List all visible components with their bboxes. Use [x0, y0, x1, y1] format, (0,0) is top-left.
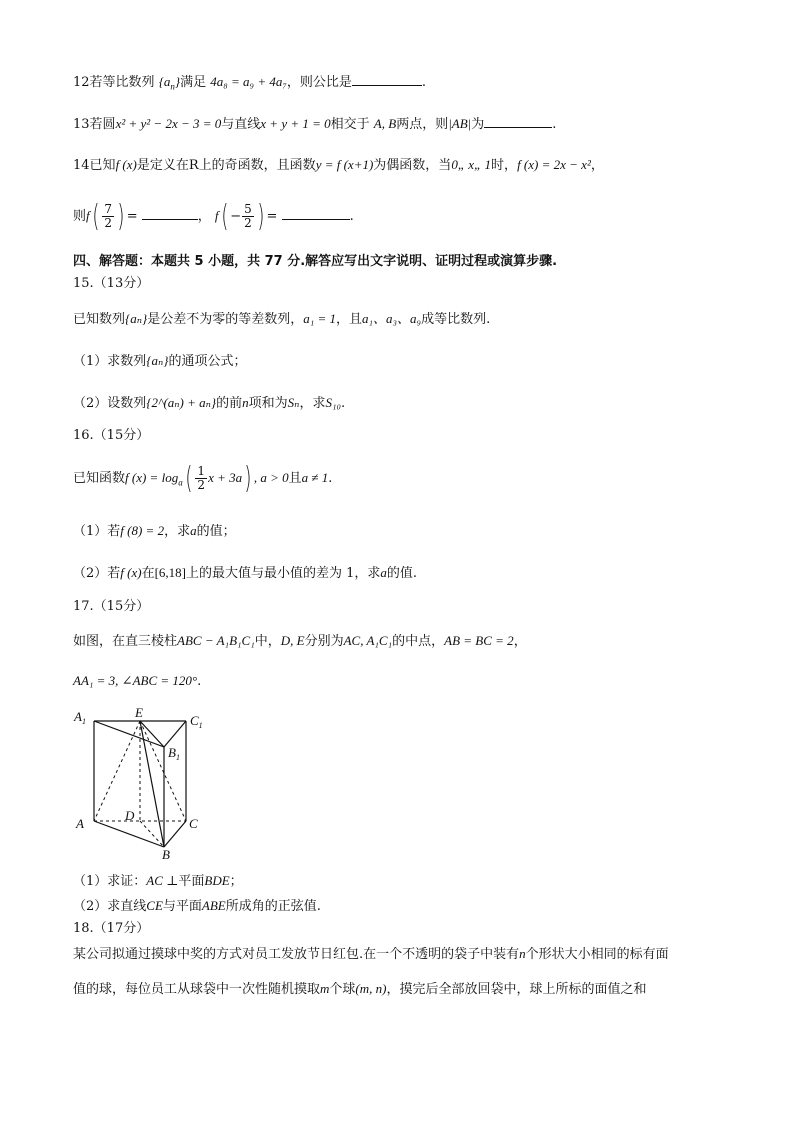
question-14-line2: 则f( $\frac{7}{2}$ ) = ， f( − $\frac{5}{2}$ ) = .: [73, 198, 354, 234]
question-15-head: 15.（13分）: [73, 276, 150, 291]
question-18-line2: 值的球，每位员工从球袋中一次性随机摸取m个球(m, n)，摸完后全部放回袋中，球上所标的面值之和: [73, 981, 647, 997]
label-A: A: [76, 816, 84, 831]
question-16-part1: （1）若f (8) = 2，求a的值；: [73, 523, 236, 539]
label-B1: $B_1$: [168, 745, 180, 762]
question-12: 12若等比数列 $\{a_n\}$满足 4a₈ = a₉ + 4a₇，则公比是 .: [73, 74, 427, 92]
answer-blank: [142, 206, 198, 220]
label-B: B: [162, 847, 170, 862]
question-17-head: 17.（15分）: [73, 599, 150, 614]
label-C1: $C_1$: [190, 713, 203, 730]
question-16-part2: （2）若f (x)在[6,18]上的最大值与最小值的差为 1，求a的值.: [73, 565, 418, 581]
question-16-head: 16.（15分）: [73, 428, 150, 443]
question-17-stem-2: AA₁ = 3, ∠ABC = 120°.: [73, 673, 202, 689]
answer-blank: [484, 114, 552, 128]
prism-figure: [72, 707, 222, 862]
question-18-line1: 某公司拟通过摸球中奖的方式对员工发放节日红包.在一个不透明的袋子中装有n个形状大小相同的标有面: [73, 946, 669, 962]
section-heading: 四、解答题：本题共 5 小题，共 77 分.解答应写出文字说明、证明过程或演算步骤.: [73, 254, 558, 269]
question-16-stem: 已知函数f $(x) = \log_a$( $\frac{1}{2}$ x + 3a) , a > 0且a ≠ 1.: [73, 460, 333, 496]
label-E: E: [135, 707, 143, 720]
question-15-part2: （2）设数列{2^(aₙ) + aₙ}的前n项和为Sₙ，求S₁₀.: [73, 395, 346, 411]
label-C: C: [189, 816, 198, 831]
question-17-part1: （1）求证：AC ⊥平面BDE；: [73, 873, 243, 889]
answer-blank: [352, 72, 422, 86]
question-18-head: 18.（17分）: [73, 921, 150, 936]
question-17-stem: 如图，在直三棱柱ABC − A₁B₁C₁中，D, E分别为AC, A₁C₁的中点，AB = BC = 2，: [73, 633, 527, 649]
question-15-stem: 已知数列{aₙ}是公差不为零的等差数列，a₁ = 1，且a₁、a₃、a₉成等比数列.: [73, 311, 491, 327]
question-17-part2: （2）求直线CE与平面ABE所成角的正弦值.: [73, 898, 321, 914]
label-D: D: [125, 808, 135, 823]
question-15-part1: （1）求数列{aₙ}的通项公式；: [73, 353, 247, 369]
answer-blank: [282, 206, 350, 220]
question-14: 14已知f (x)是定义在R上的奇函数，且函数y = f (x+1)为偶函数，当0„ x„ 1时，f (x) = 2x − x²，: [73, 157, 604, 173]
question-13: 13若圆x² + y² − 2x − 3 = 0与直线x + y + 1 = 0相交于 A, B两点，则|AB|为 .: [73, 116, 557, 132]
label-A1: $A_1$: [74, 709, 86, 726]
